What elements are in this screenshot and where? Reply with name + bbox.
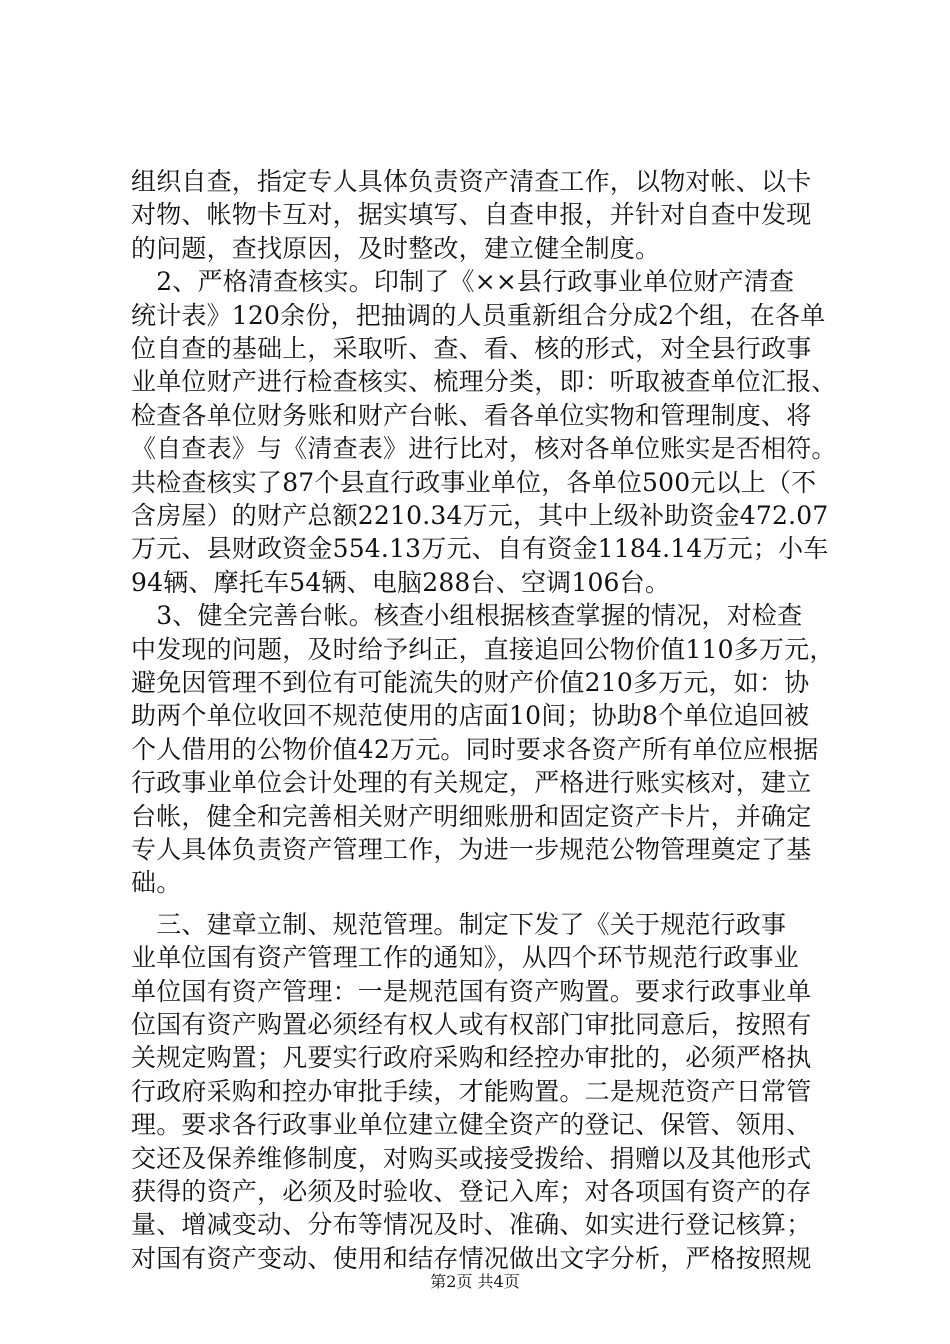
text-line: 交还及保养维修制度，对购买或接受拨给、捐赠以及其他形式	[131, 1144, 812, 1173]
text-line: 台帐，健全和完善相关财产明细账册和固定资产卡片，并确定	[131, 802, 812, 831]
text-line: 检查各单位财务账和财产台帐、看各单位实物和管理制度、将	[131, 401, 812, 430]
text-line: 万元、县财政资金554.13万元、自有资金1184.14万元；小车	[131, 534, 829, 563]
text-line: 共检查核实了87个县直行政事业单位，各单位500元以上（不	[131, 468, 817, 497]
text-line: 的问题，查找原因，及时整改，建立健全制度。	[131, 234, 661, 263]
text-line: 础。	[131, 868, 182, 897]
text-line: 业单位国有资产管理工作的通知》，从四个环节规范行政事业	[131, 943, 799, 972]
text-line: 理。要求各行政事业单位建立健全资产的登记、保管、领用、	[131, 1110, 812, 1139]
page-footer: 第2页 共4页	[430, 1272, 520, 1291]
text-line: 三、建章立制、规范管理。制定下发了《关于规范行政事	[131, 910, 787, 939]
text-line: 《自查表》与《清查表》进行比对，核对各单位账实是否相符。	[131, 434, 837, 463]
text-line: 3、健全完善台帐。核查小组根据核查掌握的情况，对检查	[131, 601, 803, 630]
text-line: 行政事业单位会计处理的有关规定，严格进行账实核对，建立	[131, 768, 812, 797]
text-line: 中发现的问题，及时给予纠正，直接追回公物价值110多万元，	[131, 635, 835, 664]
text-line: 含房屋）的财产总额2210.34万元，其中上级补助资金472.07	[131, 501, 829, 530]
text-line: 对国有资产变动、使用和结存情况做出文字分析，严格按照规	[131, 1244, 812, 1273]
text-line: 量、增减变动、分布等情况及时、准确、如实进行登记核算；	[131, 1210, 812, 1239]
text-line: 关规定购置；凡要实行政府采购和经控办审批的，必须严格执	[131, 1043, 812, 1072]
text-line: 专人具体负责资产管理工作，为进一步规范公物管理奠定了基	[131, 835, 812, 864]
text-line: 业单位财产进行检查核实、梳理分类，即：听取被查单位汇报、	[131, 367, 837, 396]
text-line: 对物、帐物卡互对，据实填写、自查申报，并针对自查中发现	[131, 200, 812, 229]
text-line: 单位国有资产管理：一是规范国有资产购置。要求行政事业单	[131, 977, 812, 1006]
text-line: 2、严格清查核实。印制了《××县行政事业单位财产清查	[131, 267, 795, 296]
text-line: 获得的资产，必须及时验收、登记入库；对各项国有资产的存	[131, 1177, 812, 1206]
text-line: 位自查的基础上，采取听、查、看、核的形式，对全县行政事	[131, 334, 812, 363]
text-line: 避免因管理不到位有可能流失的财产价值210多万元，如：协	[131, 668, 810, 697]
text-line: 行政府采购和控办审批手续，才能购置。二是规范资产日常管	[131, 1077, 812, 1106]
text-line: 个人借用的公物价值42万元。同时要求各资产所有单位应根据	[131, 735, 819, 764]
text-line: 统计表》120余份，把抽调的人员重新组合分成2个组，在各单	[131, 301, 826, 330]
text-line: 助两个单位收回不规范使用的店面10间；协助8个单位追回被	[131, 701, 810, 730]
text-line: 组织自查，指定专人具体负责资产清查工作，以物对帐、以卡	[131, 167, 812, 196]
text-line: 位国有资产购置必须经有权人或有权部门审批同意后，按照有	[131, 1010, 812, 1039]
text-line: 94辆、摩托车54辆、电脑288台、空调106台。	[131, 568, 671, 597]
